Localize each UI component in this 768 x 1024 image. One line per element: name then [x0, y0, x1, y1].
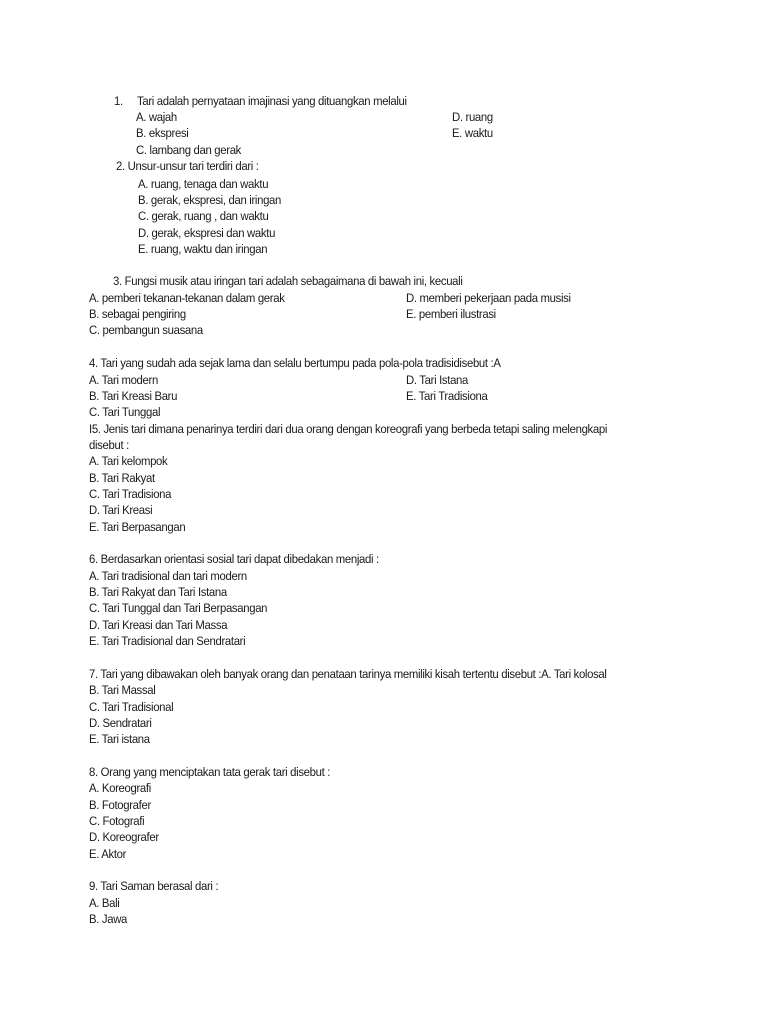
- q2-option-e: E. ruang, waktu dan iringan: [138, 242, 268, 256]
- q3-option-d: D. memberi pekerjaan pada musisi: [406, 291, 571, 305]
- q2-option-d: D. gerak, ekspresi dan waktu: [138, 226, 276, 240]
- q7-question: 7. Tari yang dibawakan oleh banyak orang dan penataan tarinya memiliki kisah tertentu disebut :A. Tari kolosal: [89, 667, 607, 681]
- q8-option-c: C. Fotografi: [89, 814, 145, 828]
- q8-option-d: D. Koreografer: [89, 830, 159, 844]
- q6-question: 6. Berdasarkan orientasi sosial tari dapat dibedakan menjadi :: [89, 552, 379, 566]
- q9-question: 9. Tari Saman berasal dari :: [89, 879, 219, 893]
- q4-question: 4. Tari yang sudah ada sejak lama dan selalu bertumpu pada pola-pola tradisidisebut :A: [89, 356, 501, 370]
- q8-option-b: B. Fotografer: [89, 798, 151, 812]
- q4-option-a: A. Tari modern: [89, 373, 158, 387]
- q1-question: Tari adalah pernyataan imajinasi yang dituangkan melalui: [137, 94, 407, 108]
- q2-option-c: C. gerak, ruang , dan waktu: [138, 209, 269, 223]
- q4-option-d: D. Tari Istana: [406, 373, 469, 387]
- q6-option-d: D. Tari Kreasi dan Tari Massa: [89, 618, 228, 632]
- q7-option-c: C. Tari Tradisional: [89, 700, 174, 714]
- q8-option-a: A. Koreografi: [89, 781, 151, 795]
- q1-number: 1.: [114, 94, 123, 108]
- q3-option-a: A. pemberi tekanan-tekanan dalam gerak: [89, 291, 285, 305]
- q6-option-e: E. Tari Tradisional dan Sendratari: [89, 634, 246, 648]
- q2-question: 2. Unsur-unsur tari terdiri dari :: [116, 159, 259, 173]
- q7-option-d: D. Sendratari: [89, 716, 152, 730]
- q1-option-a: A. wajah: [136, 110, 177, 124]
- q4-option-c: C. Tari Tunggal: [89, 405, 161, 419]
- q5-question-line-2: disebut :: [89, 438, 129, 452]
- q3-question: 3. Fungsi musik atau iringan tari adalah sebagaimana di bawah ini, kecuali: [113, 274, 463, 288]
- q4-option-e: E. Tari Tradisiona: [406, 389, 488, 403]
- q1-option-d: D. ruang: [452, 110, 493, 124]
- q3-option-b: B. sebagai pengiring: [89, 307, 186, 321]
- q6-option-c: C. Tari Tunggal dan Tari Berpasangan: [89, 601, 268, 615]
- q5-option-b: B. Tari Rakyat: [89, 471, 155, 485]
- q2-option-b: B. gerak, ekspresi, dan iringan: [138, 193, 282, 207]
- q8-question: 8. Orang yang menciptakan tata gerak tari disebut :: [89, 765, 331, 779]
- q1-option-b: B. ekspresi: [136, 126, 189, 140]
- q4-option-b: B. Tari Kreasi Baru: [89, 389, 178, 403]
- q6-option-b: B. Tari Rakyat dan Tari Istana: [89, 585, 227, 599]
- q7-option-e: E. Tari istana: [89, 732, 150, 746]
- q1-option-c: C. lambang dan gerak: [136, 143, 242, 157]
- q5-option-c: C. Tari Tradisiona: [89, 487, 172, 501]
- q5-question-line-1: I5. Jenis tari dimana penarinya terdiri dari dua orang dengan koreografi yang berbeda tetapi saling melengkapi: [89, 422, 608, 436]
- q3-option-c: C. pembangun suasana: [89, 323, 203, 337]
- q2-option-a: A. ruang, tenaga dan waktu: [138, 177, 269, 191]
- q5-option-e: E. Tari Berpasangan: [89, 520, 186, 534]
- q5-option-a: A. Tari kelompok: [89, 454, 168, 468]
- q1-option-e: E. waktu: [452, 126, 493, 140]
- q9-option-b: B. Jawa: [89, 912, 128, 926]
- q5-option-d: D. Tari Kreasi: [89, 503, 153, 517]
- q8-option-e: E. Aktor: [89, 847, 127, 861]
- q3-option-e: E. pemberi ilustrasi: [406, 307, 496, 321]
- q9-option-a: A. Bali: [89, 896, 120, 910]
- q6-option-a: A. Tari tradisional dan tari modern: [89, 569, 247, 583]
- q7-option-b: B. Tari Massal: [89, 683, 156, 697]
